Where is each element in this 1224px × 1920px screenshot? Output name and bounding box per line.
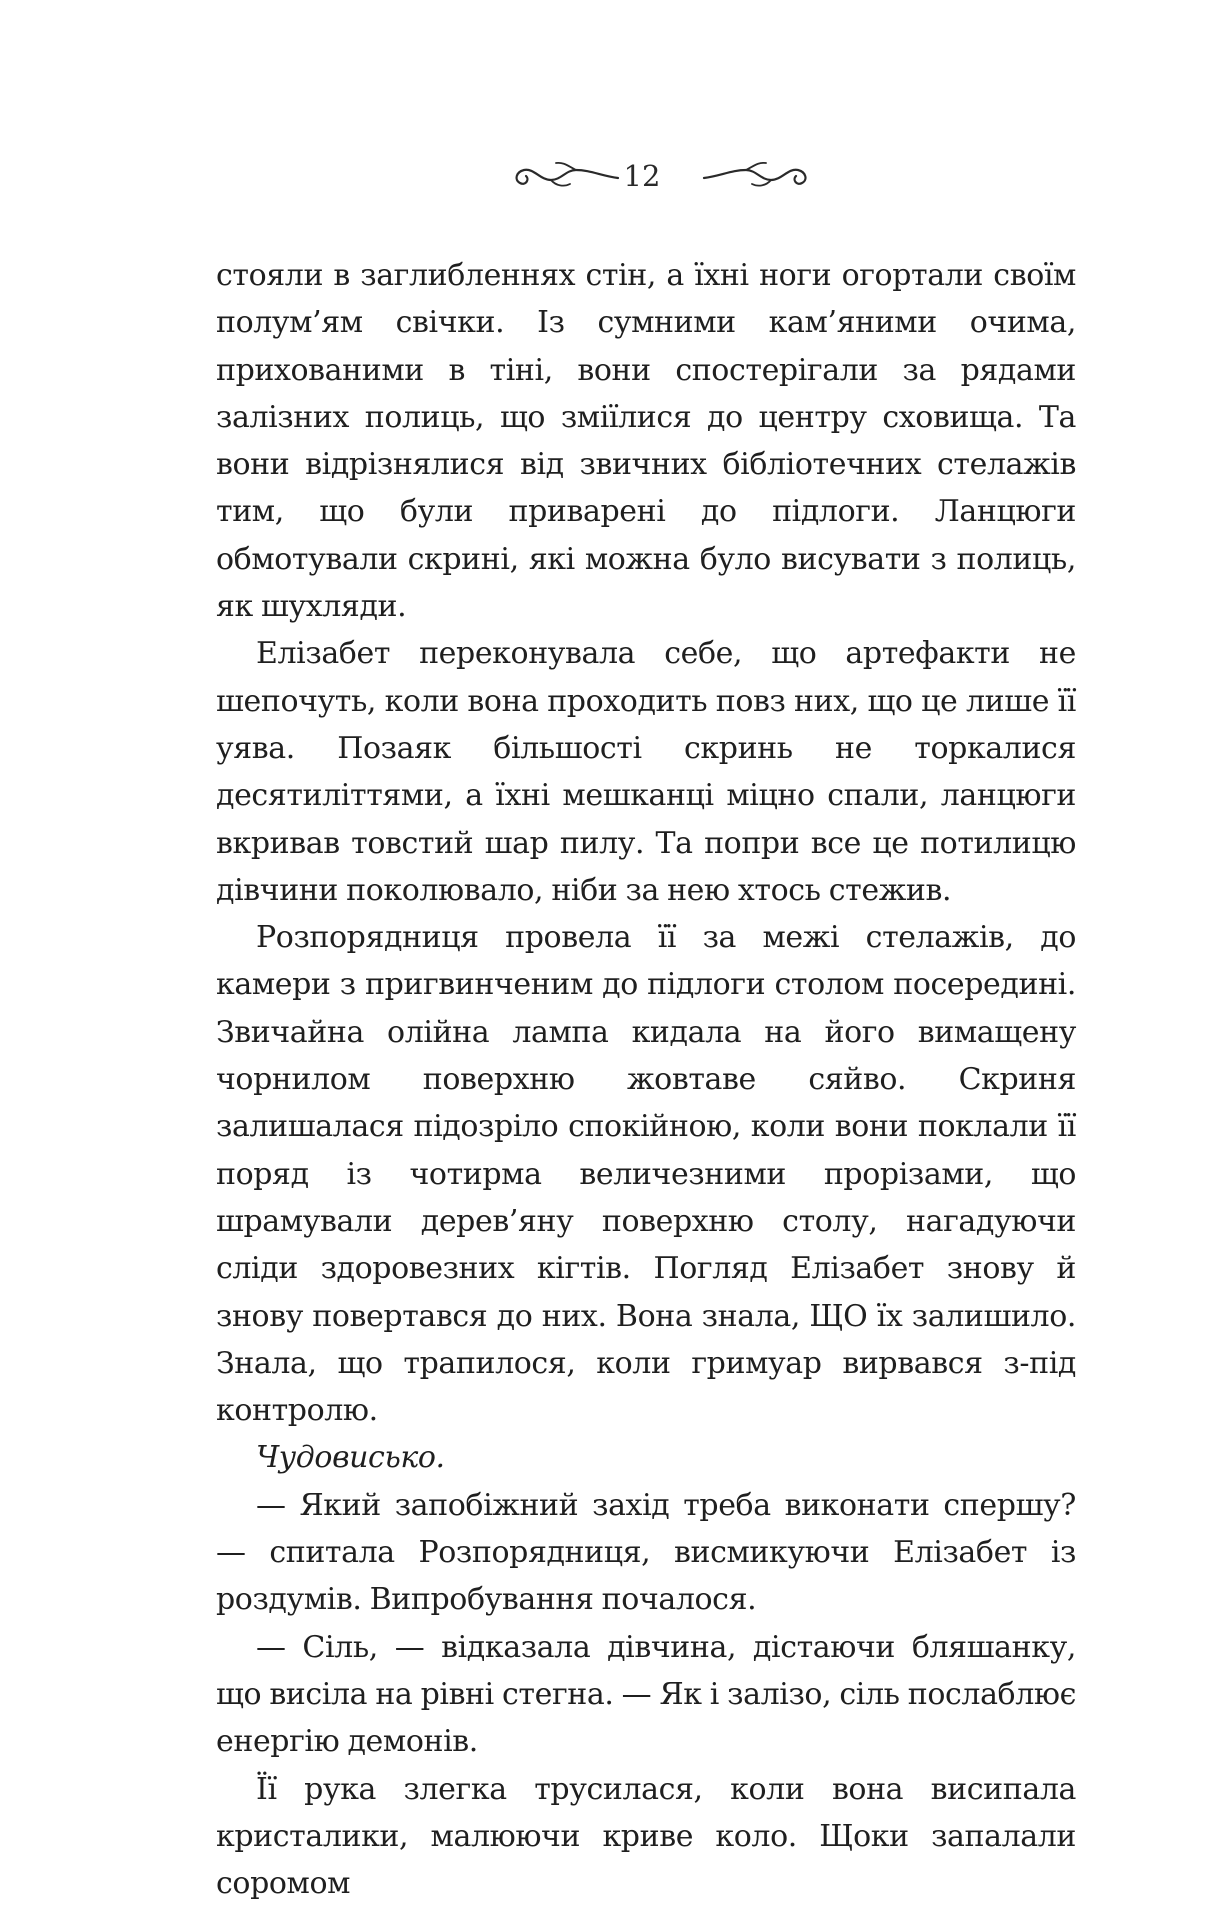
paragraph-5-dialogue: — Який запобіжний захід треба виконати спершу? — спитала Розпорядниця, висмикуючи Елізабет із роздумів. Випробування почалося. (216, 1487, 1076, 1618)
paragraph-4-italic: Чудовисько. (256, 1440, 445, 1476)
paragraph-2: Елізабет переконувала себе, що артефакти не шепочуть, коли вона проходить повз них, що це лише її уява. Позаяк більшості скринь не торкалися десятиліттями, а їхні мешканці міцно спали, ланцюги вкривав товстий шар пилу. Та попри все це потилицю дівчини поколювало, ніби за нею хтось стежив. (216, 636, 1076, 908)
paragraph-1: стояли в заглибленнях стін, а їхні ноги огортали своїм полум’ям свічки. Із сумними кам’яними очима, прихованими в тіні, вони спостерігали за рядами залізних полиць, що зміїлися до центру сховища. Та вони відрізнялися від звичних бібліотечних стелажів тим, що були приварені до підлоги. Ланцюги обмотували скрині, які можна було висувати з полиць, як шухляди. (216, 258, 1076, 625)
paragraph-6-dialogue: — Сіль, — відказала дівчина, дістаючи бляшанку, що висіла на рівні стегна. — Як і залізо, сіль послаблює енергію демонів. (216, 1629, 1076, 1760)
paragraph-7: Її рука злегка трусилася, коли вона висипала кристалики, малюючи криве коло. Щоки запалали соромом (216, 1771, 1076, 1902)
paragraph-3: Розпорядниця провела її за межі стелажів, до камери з пригвинченим до підлоги столом посередині. Звичайна олійна лампа кидала на його вимащену чорнилом поверхню жовтаве сяйво. Скриня залишалася підозріло спокійною, коли вони поклали її поряд із чотирма величезними прорізами, що шрамували дерев’яну поверхню столу, нагадуючи сліди здоровезних кігтів. Погляд Елізабет знову й знову повертався до них. Вона знала, ЩО їх залишило. Знала, що трапилося, коли гримуар вирвався з-під контролю. (216, 920, 1076, 1429)
page-header (0, 148, 1224, 208)
page-number: 12 (623, 159, 661, 193)
body-text (216, 252, 1076, 1907)
right-flourish-ornament (696, 156, 816, 196)
